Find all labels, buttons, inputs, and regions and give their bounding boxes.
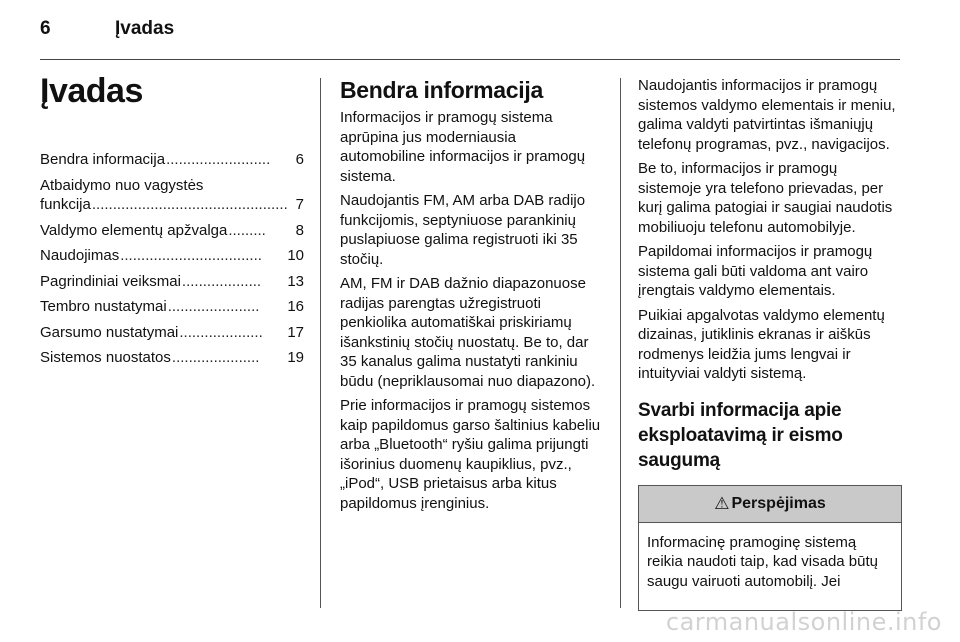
body-paragraph: Informacijos ir pramogų sistema aprūpina jus moderniausia automobiline informacijos ir pramogų sistema. (340, 109, 586, 185)
toc-label: Tembro nustatymai (40, 298, 167, 315)
warning-text: Informacinę pramoginę sistemą reikia naudoti taip, kad visada būtų saugu vairuoti automobilį. Jei (647, 533, 878, 590)
body-paragraph: AM, FM ir DAB dažnio diapazonuose radijas parengtas užregistruoti penkiolika automatiškai priskiriamų išankstinių stočių nuostatų. Be to, dar 35 kanalus galima nustatyti rankiniu būdu (nepriklausomai nuo diapazono). (340, 275, 596, 390)
watermark: carmanualsonline.info (665, 608, 942, 636)
body-paragraph: Naudojantis FM, AM arba DAB radijo funkcijomis, septyniuose parankinių puslapiuose galima registruoti iki 35 stočių. (340, 192, 586, 268)
toc-leader: .................... (179, 323, 263, 341)
toc-label: Valdymo elementų apžvalga (40, 221, 228, 239)
toc-label: Garsumo nustatymai (40, 323, 179, 341)
column-divider (620, 78, 621, 608)
subsection-title: Svarbi informacija apie eksploatavimą ir eismo saugumą (638, 399, 843, 471)
toc-item[interactable] (40, 246, 304, 266)
page-number: 6 (40, 18, 51, 39)
warning-header (639, 486, 901, 523)
toc-leader: ......... (228, 221, 266, 239)
toc-page: 8 (295, 221, 304, 239)
toc-label: Naudojimas (40, 247, 120, 264)
warning-box (638, 485, 902, 611)
header-title: Įvadas (115, 18, 175, 39)
toc-item[interactable] (40, 323, 304, 343)
section-title: Bendra informacija (340, 77, 543, 103)
continuation-column (638, 76, 902, 611)
toc-column (40, 70, 304, 374)
toc-page: 17 (287, 323, 304, 341)
toc-page: 7 (295, 196, 304, 213)
toc-item[interactable] (40, 150, 304, 170)
toc-leader: ......................... (166, 151, 271, 168)
toc-page: 19 (287, 349, 304, 366)
body-paragraph: Prie informacijos ir pramogų sistemos kaip papildomus garso šaltinius kabeliu arba „Bluetooth“ ryšiu galima prijungti išorinius duomenų kaupiklius, pvz., „iPod“, USB prietaisus arba kitus papildomus įrenginius. (340, 397, 601, 512)
body-paragraph: Be to, informacijos ir pramogų sistemoje yra telefono prievadas, per kurį galima patogiai ir saugiai naudotis mobiliuoju telefonu automobilyje. (638, 160, 893, 236)
toc-page: 6 (295, 151, 304, 168)
warning-triangle-icon: ⚠ (714, 493, 730, 513)
chapter-title: Įvadas (40, 72, 143, 110)
toc-label: Sistemos nuostatos (40, 349, 171, 366)
body-paragraph: Papildomai informacijos ir pramogų sistema gali būti valdoma ant vairo įrengtais valdymo elementais. (638, 243, 873, 299)
section-column (340, 76, 604, 518)
toc-item[interactable] (40, 297, 304, 317)
toc-item[interactable] (40, 272, 304, 292)
body-paragraph: Puikiai apgalvotas valdymo elementų dizainas, jutiklinis ekranas ir aiškūs rodmenys leidžia jums lengvai ir intuityviai valdyti sistemą. (638, 306, 885, 382)
toc-page: 10 (287, 247, 304, 264)
header-rule (40, 59, 900, 60)
toc-label: Pagrindiniai veiksmai (40, 272, 181, 290)
toc-item[interactable] (40, 176, 304, 215)
toc-label: funkcija (40, 196, 91, 213)
toc-leader: ...................... (167, 298, 260, 315)
toc-leader: .................................. (120, 247, 262, 264)
toc-leader: ................... (181, 272, 262, 290)
column-divider (320, 78, 321, 608)
body-paragraph: Naudojantis informacijos ir pramogų sistemos valdymo elementais ir meniu, galima valdyti patvirtintas išmaniųjų telefonų programas, pvz., navigacijos. (638, 77, 896, 153)
toc-label: Bendra informacija (40, 151, 166, 168)
toc-item[interactable] (40, 221, 304, 241)
warning-title: Perspėjimas (731, 494, 826, 512)
toc-leader: ............................................... (91, 196, 288, 213)
toc-leader: ..................... (171, 349, 260, 366)
toc-label-line1: Atbaidymo nuo vagystės (40, 176, 204, 194)
page-header (40, 18, 900, 48)
toc-page: 13 (287, 272, 304, 290)
toc-item[interactable] (40, 348, 304, 368)
toc-page: 16 (287, 298, 304, 315)
